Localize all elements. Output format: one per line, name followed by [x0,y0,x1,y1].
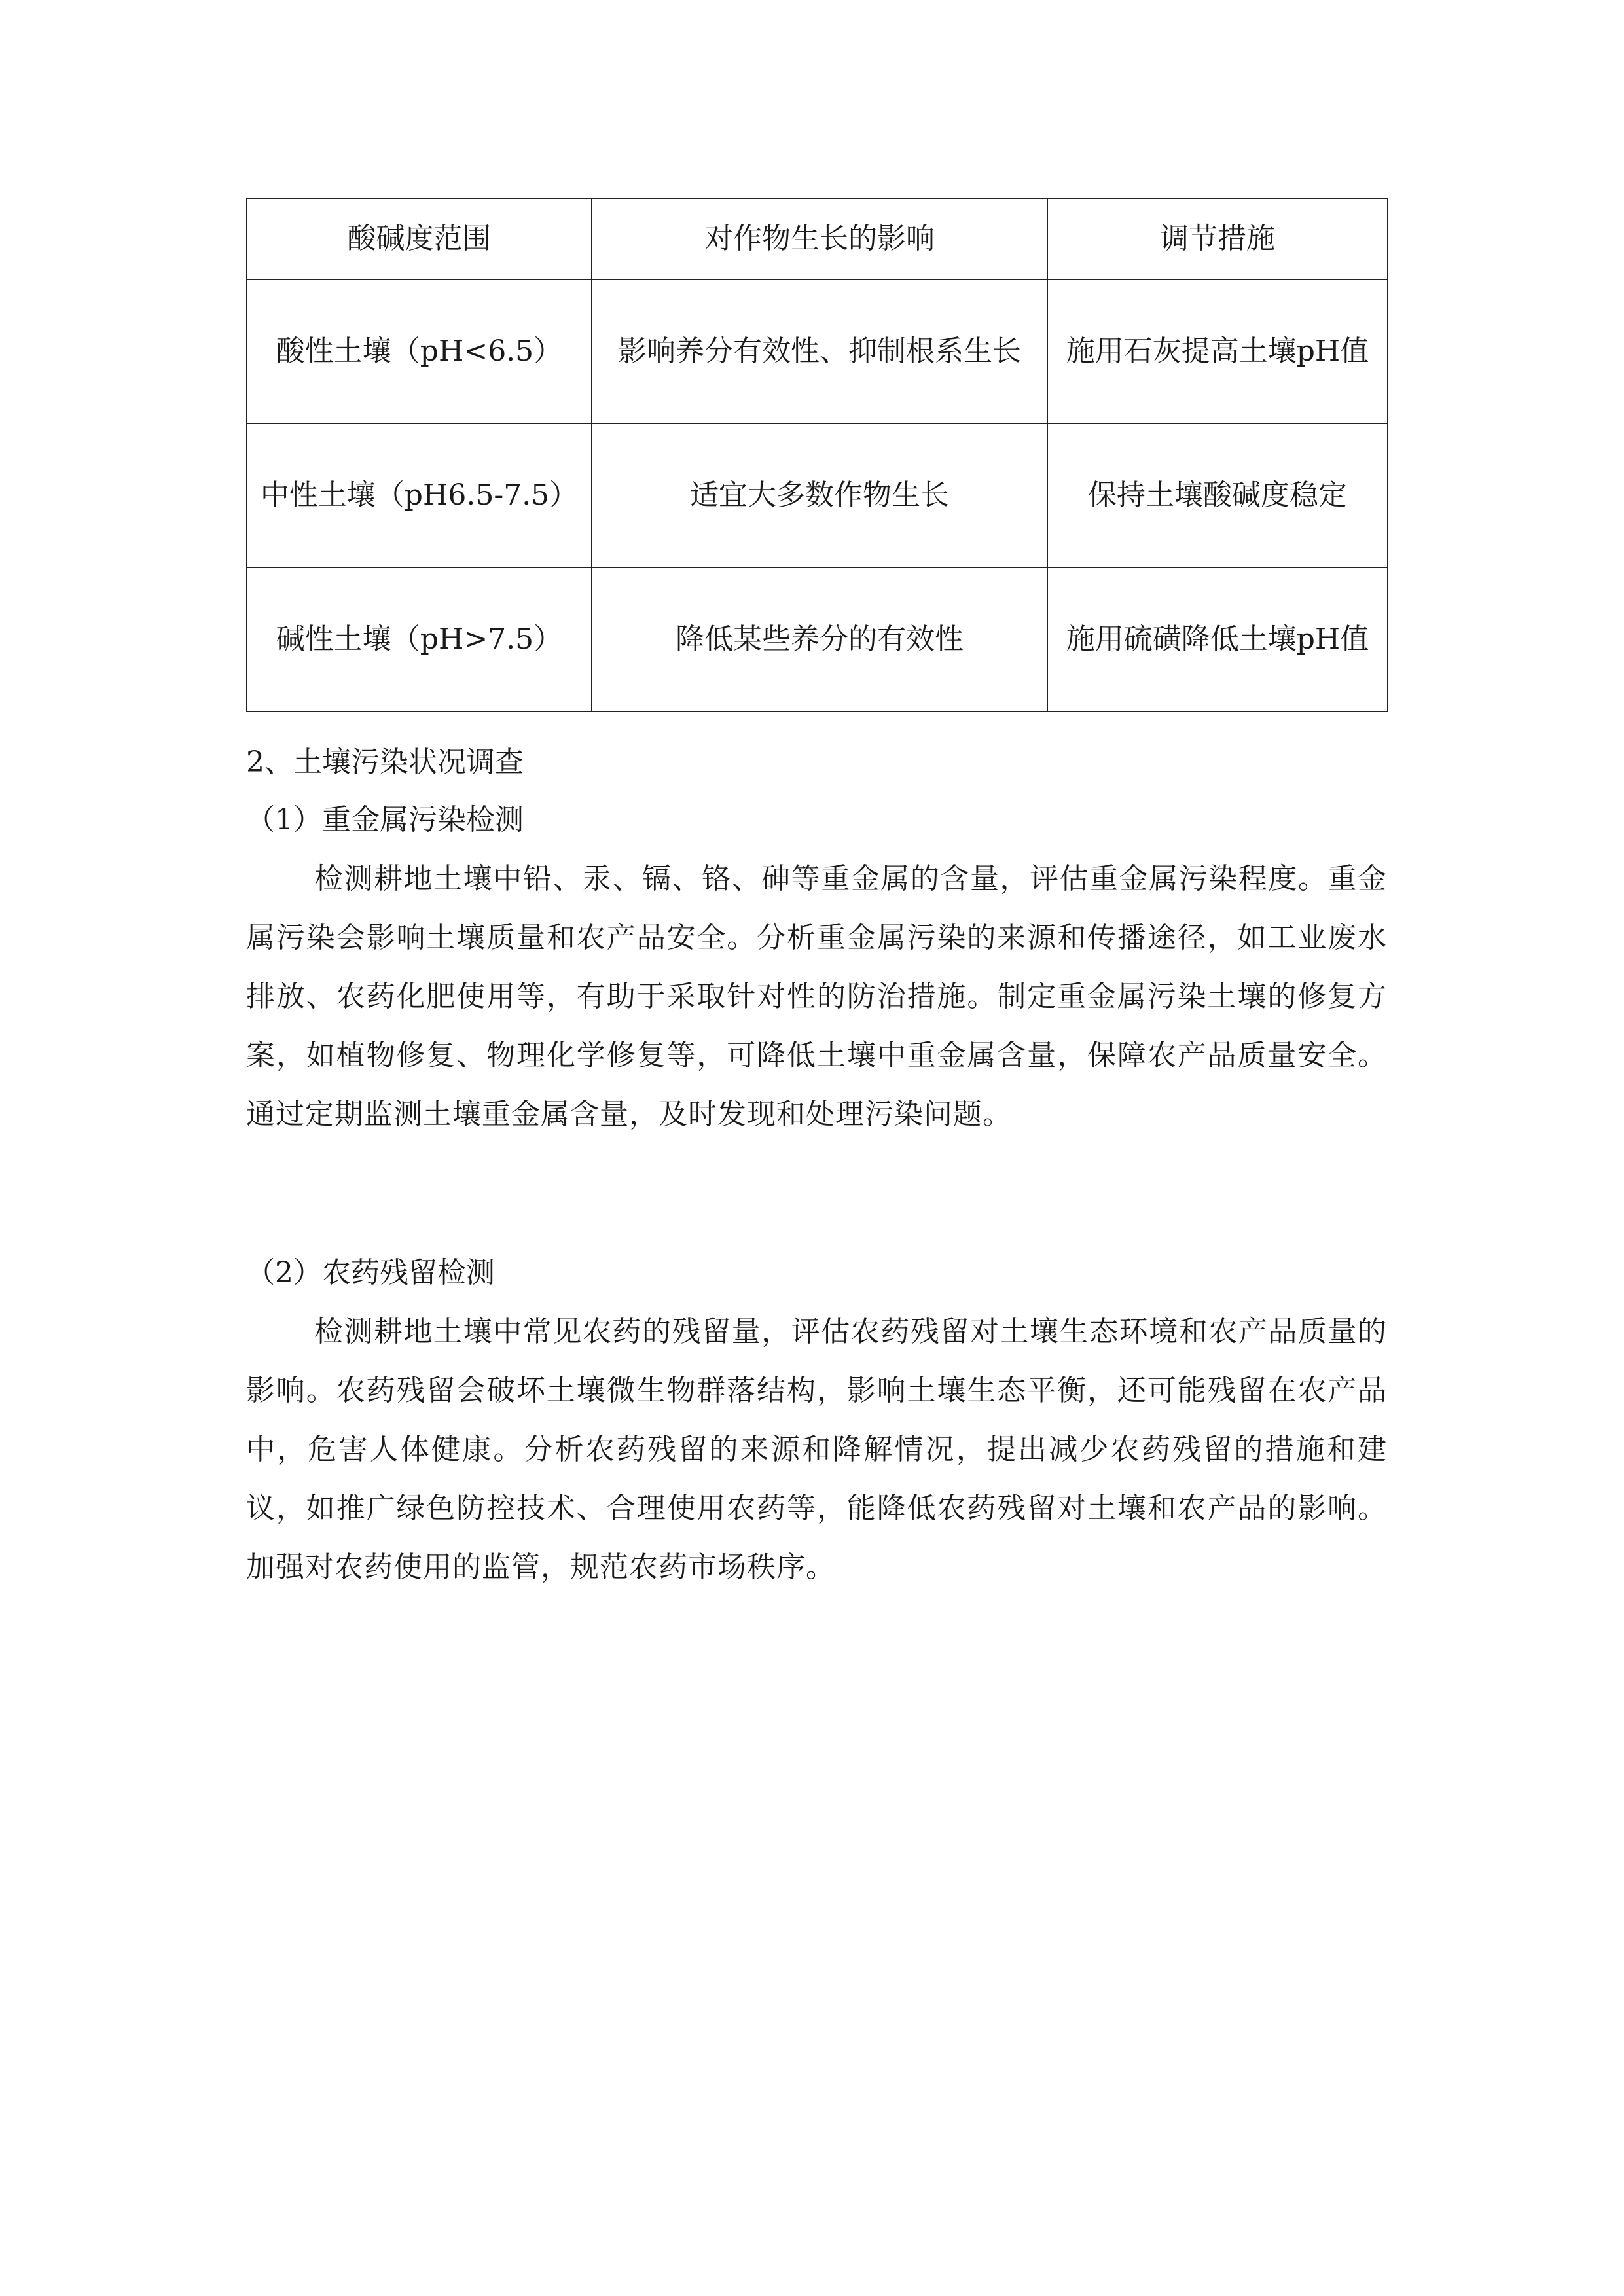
cell-neutral-adjustment: 保持土壤酸碱度稳定 [1047,423,1388,567]
cell-alkaline-range: 碱性土壤（pH>7.5） [247,567,592,711]
subsection-1-title: （1）重金属污染检测 [246,803,524,836]
cell-neutral-range: 中性土壤（pH6.5-7.5） [247,423,592,567]
table-row [247,567,1388,711]
header-adjustment: 调节措施 [1047,198,1388,279]
cell-alkaline-effect: 降低某些养分的有效性 [592,567,1047,711]
subsection-1-body: 检测耕地土壤中铅、汞、镉、铬、砷等重金属的含量，评估重金属污染程度。重金属污染会影响土壤质量和农产品安全。分析重金属污染的来源和传播途径，如工业废水排放、农药化肥使用等，有助于采取针对性的防治措施。制定重金属污染土壤的修复方案，如植物修复、物理化学修复等，可降低土壤中重金属含量，保障农产品质量安全。通过定期监测土壤重金属含量，及时发现和处理污染问题。 [246,862,1387,1131]
cell-acidic-adjustment: 施用石灰提高土壤pH值 [1047,279,1388,423]
section-2-title: 2、土壤污染状况调查 [246,745,524,779]
table-row [247,423,1388,567]
header-ph-range: 酸碱度范围 [247,198,592,279]
subsection-2-title: （2）农药残留检测 [246,1256,495,1289]
subsection-2-body: 检测耕地土壤中常见农药的残留量，评估农药残留对土壤生态环境和农产品质量的影响。农药残留会破坏土壤微生物群落结构，影响土壤生态平衡，还可能残留在农产品中，危害人体健康。分析农药残留的来源和降解情况，提出减少农药残留的措施和建议，如推广绿色防控技术、合理使用农药等，能降低农药残留对土壤和农产品的影响。加强对农药使用的监管，规范农药市场秩序。 [246,1315,1387,1584]
cell-neutral-effect: 适宜大多数作物生长 [592,423,1047,567]
table-header-row [247,198,1388,279]
table-row [247,279,1388,423]
header-crop-effect: 对作物生长的影响 [592,198,1047,279]
cell-acidic-range: 酸性土壤（pH<6.5） [247,279,592,423]
cell-acidic-effect: 影响养分有效性、抑制根系生长 [592,279,1047,423]
soil-ph-table [246,198,1388,712]
cell-alkaline-adjustment: 施用硫磺降低土壤pH值 [1047,567,1388,711]
